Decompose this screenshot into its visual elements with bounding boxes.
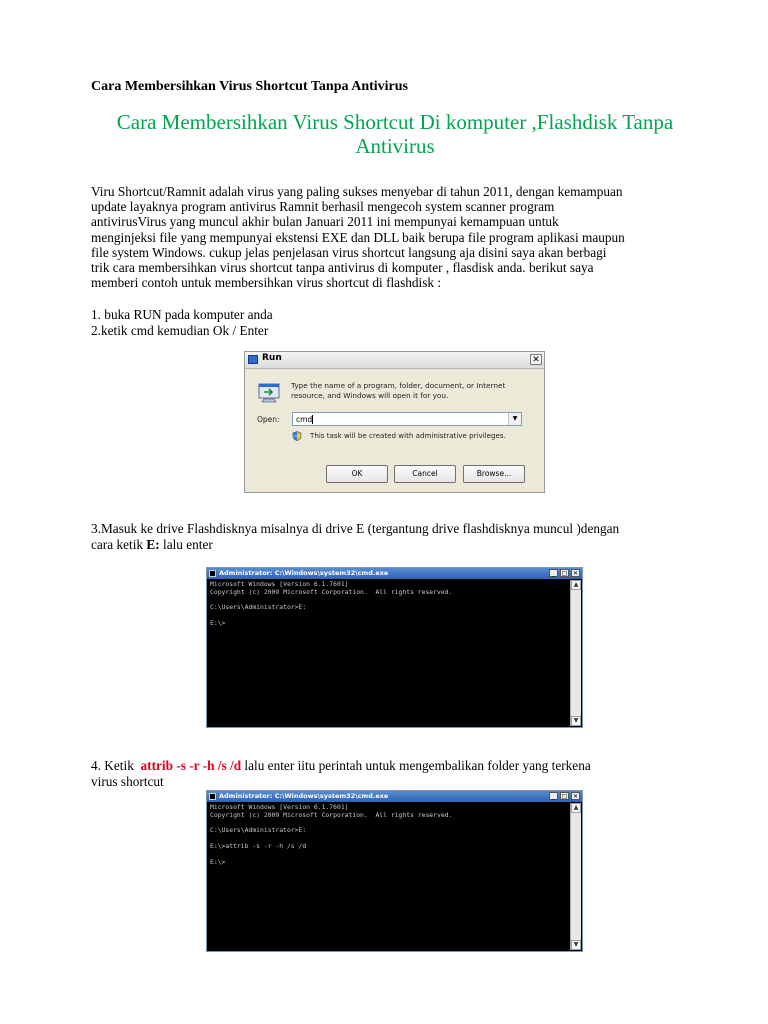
drive-command: E:: [146, 537, 160, 552]
step-3-line-1: 3.Masuk ke drive Flashdisknya misalnya di drive E (tergantung drive flashdisknya muncul )dengan: [91, 521, 620, 536]
admin-privilege-note: This task will be created with administrative privileges.: [310, 431, 506, 440]
cmd-line: E:\>: [210, 618, 226, 627]
scroll-up-button[interactable]: ▲: [571, 803, 581, 813]
step-4-line-2: virus shortcut: [91, 774, 164, 789]
intro-paragraph: [91, 184, 701, 290]
cmd-line: C:\Users\Administrator>E:: [210, 826, 307, 835]
text-cursor: [312, 415, 313, 424]
intro-line: memberi contoh untuk membersihkan virus shortcut di flashdisk :: [91, 275, 442, 291]
step-4-prefix: 4. Ketik: [91, 758, 138, 773]
step-3-prefix: cara ketik: [91, 537, 147, 552]
step-4-suffix: lalu enter iitu perintah untuk mengembalikan folder yang terkena: [241, 758, 591, 773]
scroll-down-button[interactable]: ▼: [571, 940, 581, 950]
document-heading: Cara Membersihkan Virus Shortcut Di komputer ,Flashdisk Tanpa Antivirus: [116, 110, 674, 158]
cmd-window: [206, 790, 583, 952]
minimize-button[interactable]: _: [549, 792, 558, 800]
open-input[interactable]: [292, 412, 522, 426]
document-title: Cara Membersihkan Virus Shortcut Tanpa Antivirus: [91, 79, 408, 94]
maximize-button[interactable]: □: [561, 793, 568, 800]
step-4: [91, 758, 697, 790]
intro-line: menginjeksi file yang mempunyai ekstensi EXE dan DLL baik berupa file program aplikasi maupun: [91, 229, 625, 245]
cmd-line: [210, 612, 570, 620]
run-app-icon: [248, 355, 258, 364]
step-1: 1. buka RUN pada komputer anda: [91, 307, 273, 322]
cmd-line: Copyright (c) 2009 Microsoft Corporation. All rights reserved.: [210, 587, 453, 596]
attrib-command: attrib -s -r -h /s /d: [140, 758, 242, 773]
step-3-line-2: [91, 537, 697, 553]
step-2: 2.ketik cmd kemudian Ok / Enter: [91, 323, 269, 338]
minimize-button[interactable]: _: [549, 569, 558, 577]
step-3-suffix: lalu enter: [159, 537, 213, 552]
scrollbar[interactable]: [570, 803, 581, 950]
cmd-line: C:\Users\Administrator>E:: [210, 603, 307, 612]
intro-line: file system Windows. cukup jelas penjelasan virus shortcut langsung aja disini saya akan berbagi: [91, 244, 607, 260]
open-input-value: cmd: [296, 415, 313, 424]
chevron-down-icon[interactable]: ▼: [508, 413, 521, 425]
scroll-up-button[interactable]: ▲: [571, 580, 581, 590]
shield-icon: [292, 431, 302, 441]
cmd-line: [210, 851, 570, 859]
scroll-down-button[interactable]: ▼: [571, 716, 581, 726]
intro-line: trik cara membersihkan virus shortcut tanpa antivirus di komputer , flasdisk anda. berikut saya: [91, 260, 594, 276]
maximize-button[interactable]: □: [561, 570, 568, 577]
cmd-line: E:\>attrib -s -r -h /s /d: [210, 841, 307, 850]
cmd-output[interactable]: [209, 803, 570, 949]
run-description: Type the name of a program, folder, document, or Internet resource, and Windows will open it for you.: [291, 381, 506, 400]
intro-line: Viru Shortcut/Ramnit adalah virus yang paling sukses menyebar di tahun 2011, dengan kemampuan: [91, 184, 623, 199]
browse-button[interactable]: Browse...: [463, 465, 525, 483]
cancel-button[interactable]: Cancel: [394, 465, 456, 483]
cmd-app-icon: [209, 793, 216, 800]
scrollbar[interactable]: [570, 580, 581, 726]
run-program-icon: [258, 383, 280, 403]
cmd-line: Microsoft Windows [Version 6.1.7601]: [210, 580, 349, 588]
cmd-window-title: Administrator: C:\Windows\system32\cmd.exe: [219, 792, 389, 800]
intro-line: update layaknya program antivirus Ramnit berhasil mengecoh system scanner program: [91, 199, 555, 215]
cmd-line: E:\>: [210, 857, 226, 866]
cmd-title-bar: [207, 568, 582, 579]
step-4-line-1: [91, 758, 697, 774]
cmd-window-title: Administrator: C:\Windows\system32\cmd.exe: [219, 569, 389, 577]
run-title-bar: [245, 352, 544, 369]
run-dialog: [244, 351, 545, 493]
cmd-line: Microsoft Windows [Version 6.1.7601]: [210, 803, 349, 811]
cmd-line: Copyright (c) 2009 Microsoft Corporation. All rights reserved.: [210, 810, 453, 819]
cmd-window: [206, 567, 583, 728]
close-button[interactable]: ✕: [572, 570, 579, 577]
step-3: [91, 521, 697, 553]
open-label: Open:: [257, 415, 280, 424]
ok-button[interactable]: OK: [326, 465, 388, 483]
close-button[interactable]: ✕: [530, 354, 542, 365]
close-button[interactable]: ✕: [572, 793, 579, 800]
cmd-title-bar: [207, 791, 582, 802]
cmd-output[interactable]: [209, 580, 570, 725]
run-title: Run: [262, 353, 282, 363]
cmd-app-icon: [209, 570, 216, 577]
intro-line: antivirusVirus yang muncul akhir bulan Januari 2011 ini mempunyai kemampuan untuk: [91, 214, 559, 230]
